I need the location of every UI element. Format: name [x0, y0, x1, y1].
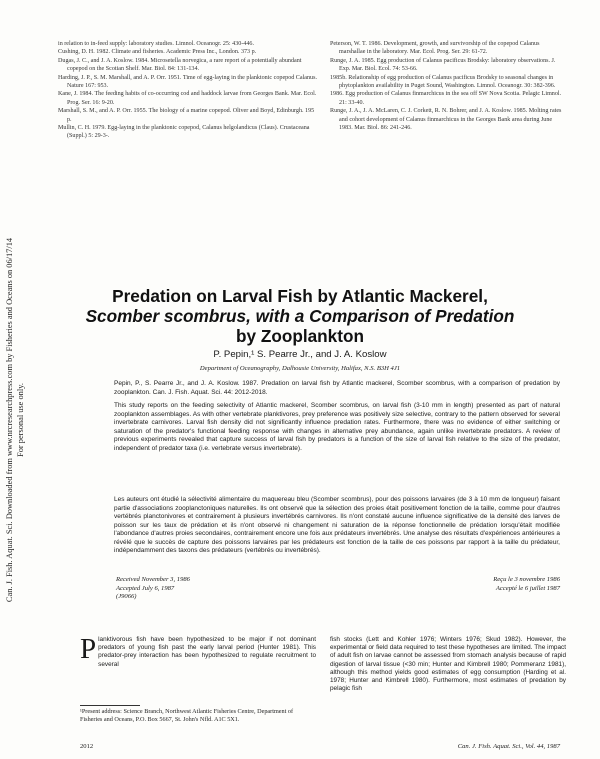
title-line-3: by Zooplankton [236, 326, 364, 346]
abstract-french: Les auteurs ont étudié la sélectivité alimentaire du maquereau bleu (Scomber scombrus), pour des poissons larvaires (de 3 à 10 mm de longueur) faisant partie d'associations zooplanctoniques naturelles. Ils ont observé que la sélection des proies était positivement fonction de la taille, comme pour d'autres vertébrés planctonivores et contrairement à plusieurs invertébrés carnivores. Ils n'ont constaté aucune influence significative de la densité des larves de poisson sur les taux de prédation et ils n'ont observé ni changement ni saturation de la réponse fonctionnelle de prédation lorsqu'était modifiée l'abondance d'autres proies secondaires, contrairement encore une fois aux prédateurs invertébrés. Une analyse des résultats d'expériences antérieures a révélé que le succès de capture des poissons larvaires par les prédateurs est fonction de la taille de ces poissons par rapport à la taille du prédateur, indépendamment des taxons des prédateurs (vertébrés ou invertébrés). [114, 496, 560, 554]
title-line-2: Scomber scombrus, with a Comparison of Predation [85, 306, 515, 326]
side-note-line-1: Can. J. Fish. Aquat. Sci. Downloaded from www.nrcresearchpress.com by Fisheries and Oceans on 06/17/14 [5, 237, 14, 603]
abstract-english: This study reports on the feeding selectivity of Atlantic mackerel, Scomber scombrus, on larval fish (3-10 mm in length) presented as part of natural zooplankton assemblages. As with other vertebrate planktivores, prey preference was positively size selective, contrary to the pattern observed for several invertebrate carnivores. Larval fish density did not significantly influence predation rates. Furthermore, there was no evidence of either switching or saturation of the predator's functional feeding response with changes in alternative prey abundance, again unlike invertebrate predators. A review of previous experiments revealed that capture success of larval fish by predators is a function of the size of larval fish relative to the size of the predator, independent of predator taxa (i.e. vertebrate versus invertebrate). [114, 402, 560, 452]
reference-entry: Runge, J. A., J. A. McLaren, C. J. Corkett, R. N. Bohrer, and J. A. Koslow. 1985. Molting rates and cohort development of Calanus finmarchicus in the Georges Bank area during June 1983. Mar. Biol. 86: 241-246. [330, 108, 562, 132]
received-date: Received November 3, 1986 [116, 576, 190, 583]
side-note-line-2: For personal use only. [16, 383, 25, 457]
accepted-date-fr: Accepté le 6 juillet 1987 [495, 584, 560, 592]
reference-entry: Harding, J. P., S. M. Marshall, and A. P. Orr. 1951. Time of egg-laying in the planktonic copepod Calanus. Nature 167: 953. [58, 74, 317, 90]
reference-entry: in relation to in-feed supply: laboratory studies. Limnol. Oceanogr. 25: 430-446. [58, 41, 254, 47]
reference-entry: Mullin, C. H. 1979. Egg-laying in the planktonic copepod, Calanus helgolandicus (Claus). Crustaceana (Suppl.) 5: 29-3-. [58, 125, 310, 140]
accepted-date: Accepted July 6, 1987 [116, 584, 175, 592]
footnote-divider [80, 705, 140, 706]
affiliation: Department of Oceanography, Dalhousie University, Halifax, N.S. B3H 4J1 [199, 365, 401, 372]
reference-entry: Peterson, W. T. 1986. Development, growth, and survivorship of the copepod Calanus marshallae in the laboratory. Mar. Ecol. Prog. Ser. 29: 61-72. [330, 41, 540, 56]
body-text-right: fish stocks (Lett and Kohler 1976; Winters 1976; Skud 1982). However, the experimental or field data required to test these hypotheses are limited. The impact of adult fish on larvae cannot be assessed from stomach analysis because of rapid digestion of larval tissue (<30 min; Hunter and Kimbrell 1980; Pommeranz 1981), although this method yields good estimates of egg consumption (Harding et al. 1978; Hunter and Kimbrell 1980). Furthermore, most estimates of predation by pelagic fish [330, 636, 566, 693]
citation: Pepin, P., S. Pearre Jr., and J. A. Koslow. 1987. Predation on larval fish by Atlantic mackerel, Scomber scombrus, with a comparison of predation by zooplankton. Can. J. Fish. Aquat. Sci. 44: 2012-2018. [114, 380, 560, 396]
received-date-fr: Reçu le 3 novembre 1986 [493, 576, 560, 583]
title-line-1: Predation on Larval Fish by Atlantic Mackerel, [112, 286, 488, 306]
article-title [60, 286, 540, 346]
reference-entry: Kane, J. 1984. The feeding habits of co-occurring cod and haddock larvae from Georges Bank. Mar. Ecol. Prog. Ser. 16: 9-20. [58, 91, 317, 106]
references-left-column [58, 40, 320, 141]
dates-french [380, 576, 560, 593]
download-side-note [4, 160, 28, 680]
reference-entry: Cushing, D. H. 1982. Climate and fisheries. Academic Press Inc., London. 373 p. [58, 49, 257, 56]
reference-entry: Runge, J. A. 1985. Egg production of Calanus pacificus Brodsky: laboratory observations. J. Exp. Mar. Biol. Ecol. 74: 53-66. [330, 57, 556, 73]
reference-entry: 1985b. Relationship of egg production of Calanus pacificus Brodsky to seasonal changes in phytoplankton availability in Puget Sound, Washington. Limnol. Oceanogr. 30: 382-396. [330, 74, 556, 90]
references-right-column [330, 40, 566, 132]
footnote: ¹Present address: Science Branch, Northwest Atlantic Fisheries Centre, Department of Fisheries and Oceans, P.O. Box 5667, St. John's Nfld. A1C 5X1. [80, 708, 294, 723]
reference-entry: 1986. Egg production of Calanus finmarchicus in the sea off SW Nova Scotia. Pelagic Limnol. 21: 33-40. [330, 91, 562, 106]
body-left-paragraph: lanktivorous fish have been hypothesized to be major if not dominant predators of young fish past the early larval period (Hunter 1981). This predator-prey interaction has been hypothesized to regulate recruitment to several [98, 636, 316, 668]
drop-cap: P [80, 636, 97, 665]
journal-citation: Can. J. Fish. Aquat. Sci., Vol. 44, 1987 [457, 743, 560, 750]
dates-english [116, 576, 266, 602]
page-number: 2012 [80, 743, 94, 750]
body-text-left [80, 636, 316, 698]
manuscript-code: (J9066) [116, 593, 137, 600]
reference-entry: Marshall, S. M., and A. P. Orr. 1955. The biology of a marine copepod. Oliver and Boyd, Edinburgh. 195 p. [58, 108, 315, 123]
reference-entry: Dugas, J. C., and J. A. Koslow. 1984. Microsetella norvegica, a rare report of a potentially abundant copepod on the Scotian Shelf. Mar. Biol. 84: 131-134. [58, 57, 302, 73]
authors: P. Pepin,¹ S. Pearre Jr., and J. A. Koslow [213, 349, 387, 360]
